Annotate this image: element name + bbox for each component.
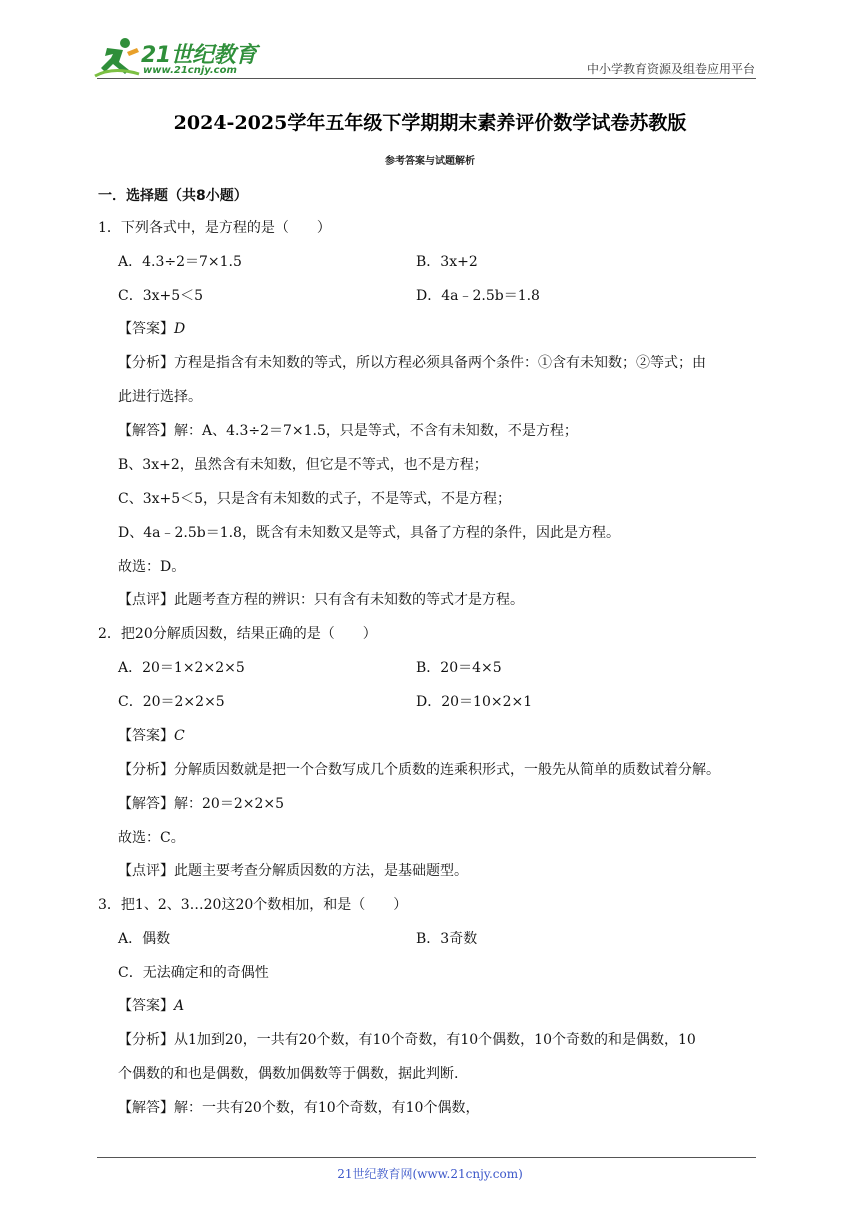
q1-analysis-text: 方程是指含有未知数的等式，所以方程必须具备两个条件：①含有未知数；②等式；由 — [174, 355, 706, 371]
q3-stem: 3．把1、2、3…20这20个数相加，和是（ ） — [98, 897, 408, 913]
q2-stem: 2．把20分解质因数，结果正确的是（ ） — [98, 626, 377, 642]
q2-solution — [118, 794, 284, 814]
q2-answer — [118, 726, 185, 746]
q2-option-a: A．20＝1×2×2×5 — [118, 660, 245, 676]
q1-answer — [118, 319, 185, 339]
site-logo — [93, 36, 263, 80]
q3-option-a: A．偶数 — [118, 931, 171, 947]
answer-tag: 【答案】 — [118, 321, 174, 337]
answer-tag: 【答案】 — [118, 728, 174, 744]
page-subtitle: 参考答案与试题解析 — [385, 156, 475, 167]
answer-tag: 【答案】 — [118, 998, 174, 1014]
footer-divider — [97, 1157, 756, 1158]
q2-choice: 故选：C。 — [118, 830, 185, 846]
q1-option-b: B．3x+2 — [416, 254, 478, 270]
q3-answer — [118, 996, 184, 1016]
q2-option-b: B．20＝4×5 — [416, 660, 502, 676]
q1-option-a: A．4.3÷2＝7×1.5 — [118, 254, 242, 270]
q1-solution — [118, 421, 578, 441]
analysis-tag: 【分析】 — [118, 762, 174, 778]
q2-analysis — [118, 760, 720, 780]
q2-comment — [118, 861, 468, 881]
q3-option-c: C．无法确定和的奇偶性 — [118, 965, 269, 981]
q2-answer-value: C — [174, 728, 185, 744]
q3-answer-value: A — [174, 998, 185, 1014]
q3-analysis-cont: 个偶数的和也是偶数，偶数加偶数等于偶数，据此判断. — [118, 1066, 459, 1082]
q1-option-c: C．3x+5＜5 — [118, 288, 204, 304]
q1-solution-d: D、4a﹣2.5b＝1.8，既含有未知数又是等式，具备了方程的条件，因此是方程。 — [118, 525, 620, 541]
q1-solution-b: B、3x+2，虽然含有未知数，但它是不等式，也不是方程； — [118, 457, 488, 473]
logo-text: 21世纪教育 — [141, 43, 257, 68]
logo-url: www.21cnjy.com — [143, 65, 237, 76]
q3-analysis — [118, 1030, 696, 1050]
q1-choice: 故选：D。 — [118, 559, 186, 575]
section-heading: 一．选择题（共8小题） — [98, 188, 248, 204]
comment-tag: 【点评】 — [118, 863, 174, 879]
q3-solution — [118, 1098, 479, 1118]
solution-tag: 【解答】 — [118, 796, 174, 812]
runner-logo-icon — [93, 36, 141, 80]
q2-solution-text: 解：20＝2×2×5 — [174, 796, 284, 812]
q1-stem: 1．下列各式中，是方程的是（ ） — [98, 220, 331, 236]
q1-option-d: D．4a﹣2.5b＝1.8 — [416, 288, 540, 304]
solution-tag: 【解答】 — [118, 1100, 174, 1116]
q1-solution-c: C、3x+5＜5，只是含有未知数的式子，不是等式，不是方程； — [118, 491, 512, 507]
q3-analysis-text: 从1加到20，一共有20个数，有10个奇数，有10个偶数，10个奇数的和是偶数，10 — [174, 1032, 696, 1048]
analysis-tag: 【分析】 — [118, 355, 174, 371]
analysis-tag: 【分析】 — [118, 1032, 174, 1048]
q1-analysis-cont: 此进行选择。 — [118, 389, 202, 405]
q1-analysis — [118, 353, 706, 373]
q1-answer-value: D — [174, 321, 186, 337]
solution-tag: 【解答】 — [118, 423, 174, 439]
q1-comment-text: 此题考查方程的辨识：只有含有未知数的等式才是方程。 — [174, 592, 524, 608]
q1-comment — [118, 590, 524, 610]
header-divider — [97, 78, 756, 79]
q3-solution-text: 解：一共有20个数，有10个奇数，有10个偶数， — [174, 1100, 480, 1116]
q2-option-c: C．20＝2×2×5 — [118, 694, 225, 710]
comment-tag: 【点评】 — [118, 592, 174, 608]
q2-option-d: D．20＝10×2×1 — [416, 694, 533, 710]
footer-link[interactable]: 21世纪教育网(www.21cnjy.com) — [337, 1167, 523, 1181]
header-platform-text: 中小学教育资源及组卷应用平台 — [586, 62, 755, 76]
q2-analysis-text: 分解质因数就是把一个合数写成几个质数的连乘积形式，一般先从简单的质数试着分解。 — [174, 762, 720, 778]
q2-comment-text: 此题主要考查分解质因数的方法，是基础题型。 — [174, 863, 468, 879]
q3-option-b: B．3奇数 — [416, 931, 478, 947]
page-title: 2024-2025学年五年级下学期期末素养评价数学试卷苏教版 — [173, 112, 687, 134]
q1-solution-text: 解：A、4.3÷2＝7×1.5，只是等式，不含有未知数，不是方程； — [174, 423, 578, 439]
